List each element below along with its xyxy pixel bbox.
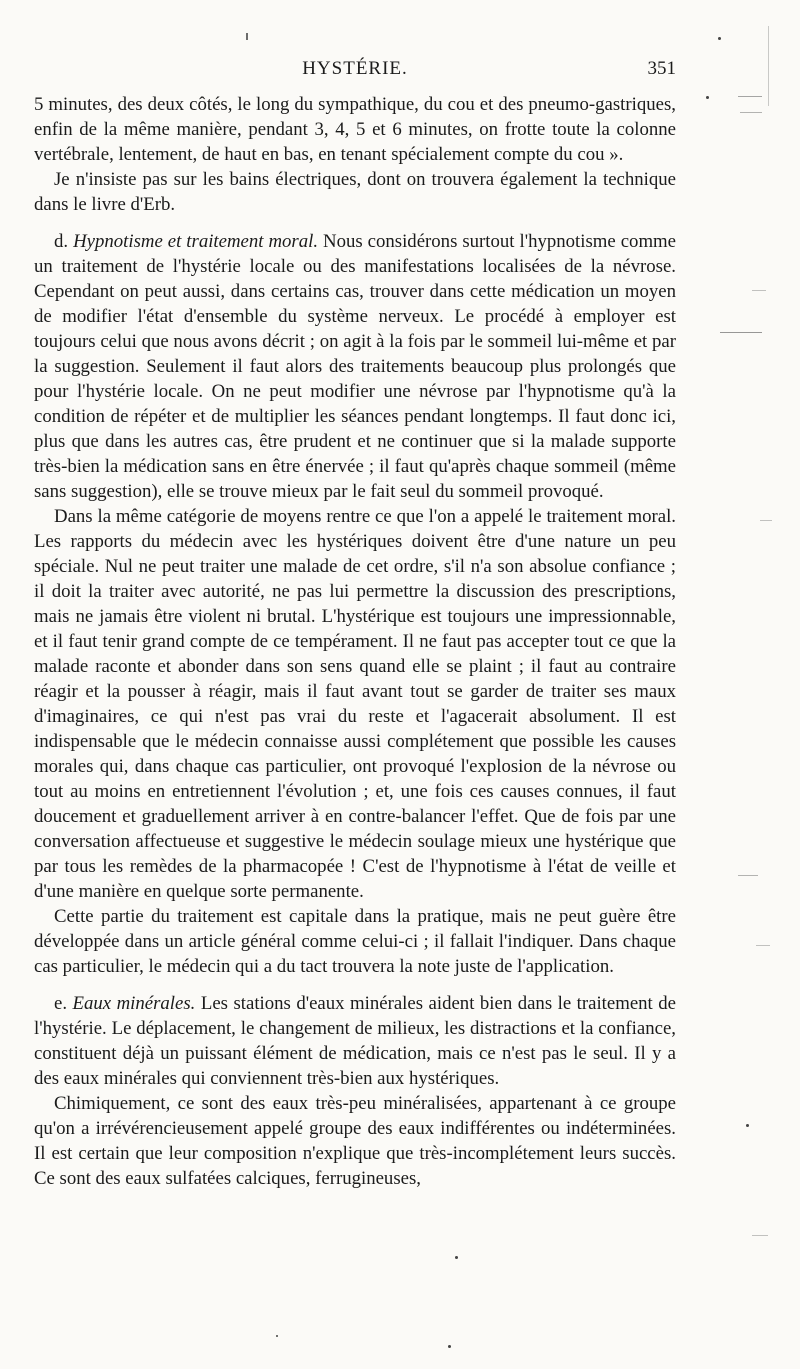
margin-rule [752,290,766,291]
scan-speck [718,37,721,40]
paragraph-text: Nous considérons surtout l'hypnotisme comme un traitement de l'hystérie locale ou des manifestations localisées de la névrose. Cependant on peut aussi, dans certains cas, trouver dans cette médication un moyen de modifier l'état d'ensemble du système nerveux. Le procédé à employer est toujours celui que nous avons décrit ; on agit à la fois par le sommeil lui-même et par la suggestion. Seulement il faut alors des traitements beaucoup plus prolongés que pour l'hystérie locale. On ne peut modifier une névrose par l'hypnotisme qu'à la condition de répéter et de multiplier les séances pendant longtemps. Il faut donc ici, plus que dans les autres cas, être prudent et ne continuer que si la malade supporte très-bien la médication sans en être énervée ; il faut qu'après chaque sommeil (même sans suggestion), elle se trouve mieux par le fait seul du sommeil provoqué. [34,231,676,502]
paragraph-text: 5 minutes, des deux côtés, le long du sympathique, du cou et des pneumo-gastriques, enfin de la même manière, pendant 3, 4, 5 et 6 minutes, on frotte toute la colonne vertébrale, lentement, de haut en bas, en tenant spécialement compte du cou ». [34,94,676,165]
scan-speck [448,1345,451,1348]
scan-speck [746,1124,749,1127]
paragraph-text: Je n'insiste pas sur les bains électriques, dont on trouvera également la technique dans le livre d'Erb. [34,169,676,215]
section-label: d. [54,231,69,252]
paragraph-text: Dans la même catégorie de moyens rentre ce que l'on a appelé le traitement moral. Les rapports du médecin avec les hystériques doivent être d'une nature un peu spéciale. Nul ne peut traiter une malade de cet ordre, s'il n'a son absolue confiance ; il doit la traiter avec autorité, ne pas lui permettre la discussion des prescriptions, mais ne jamais être violent ni brutal. L'hystérique est toujours une impressionnable, et il faut tenir grand compte de ce tempérament. Il ne faut pas accepter tout ce que la malade raconte et abonder dans son sens quand elle se plaint ; il faut au contraire réagir et la pousser à réagir, mais il faut avant tout se garder de traiter ses maux d'imaginaires, ce qui n'est pas vrai du reste et l'agacerait absolument. Il est indispensable que le médecin connaisse aussi complétement que possible les causes morales qui, dans chaque cas particulier, ont provoqué l'explosion de la névrose ou tout au moins en entretiennent l'évolution ; et, une fois ces causes connues, il faut doucement et graduellement arriver à en contre-balancer l'effet. Que de fois par une conversation affectueuse et suggestive le médecin soulage mieux une hystérique que par tous les remèdes de la pharmacopée ! C'est de l'hypnotisme à l'état de veille et d'une manière en quelque sorte permanente. [34,506,676,902]
section-paragraph-e [34,991,676,1091]
scan-speck [246,33,248,40]
paragraph-text: Cette partie du traitement est capitale dans la pratique, mais ne peut guère être développée dans un article général comme celui-ci ; il fallait l'indiquer. Dans chaque cas particulier, le médecin qui a du tact trouvera la note juste de l'application. [34,906,676,977]
section-heading: Eaux minérales. [72,993,196,1014]
paragraph [34,904,676,979]
paragraph [34,1091,676,1191]
paragraph [34,92,676,167]
margin-rule [756,945,770,946]
page-header [34,58,676,84]
paragraph [34,167,676,217]
margin-rule [752,1235,768,1236]
scan-speck [706,96,709,99]
page-number: 351 [647,58,676,79]
scan-speck [455,1256,458,1259]
body-text [34,92,676,1191]
margin-rule [720,332,762,333]
margin-rule [740,112,762,113]
section-heading: Hypnotisme et traitement moral. [73,231,319,252]
margin-rule [738,875,758,876]
margin-rule [768,26,769,106]
margin-rule [760,520,772,521]
paragraph [34,504,676,904]
section-label: e. [54,993,68,1014]
scan-speck [276,1335,278,1337]
margin-rule [738,96,762,97]
running-head: HYSTÉRIE. [302,58,408,79]
section-paragraph-d [34,229,676,504]
paragraph-text: Les stations d'eaux minérales aident bien dans le traitement de l'hystérie. Le déplacement, le changement de milieux, les distractions et la confiance, constituent déjà un puissant élément de médication, mais ce n'est pas le seul. Il y a des eaux minérales qui conviennent très-bien aux hystériques. [34,993,676,1089]
paragraph-text: Chimiquement, ce sont des eaux très-peu minéralisées, appartenant à ce groupe qu'on a irrévérencieusement appelé groupe des eaux indifférentes ou indéterminées. Il est certain que leur composition n'explique que très-incomplétement leurs succès. Ce sont des eaux sulfatées calciques, ferrugineuses, [34,1093,676,1189]
